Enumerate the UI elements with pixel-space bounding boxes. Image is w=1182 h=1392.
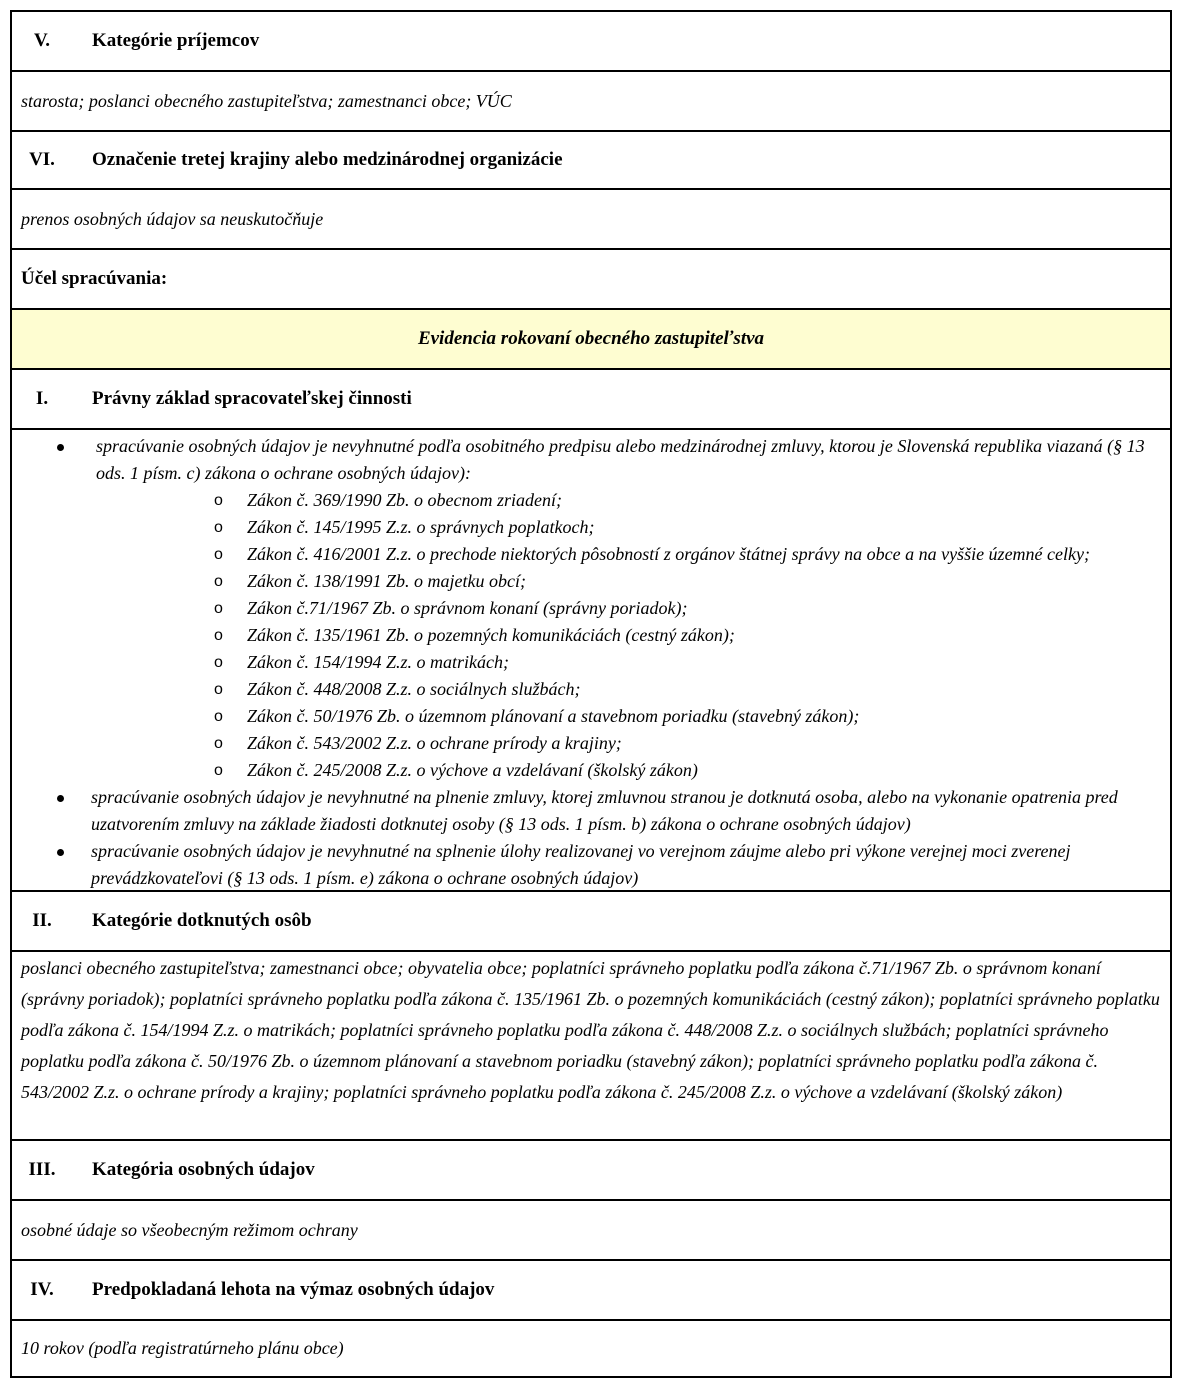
section-v-header	[12, 12, 1170, 72]
law-text: Zákon č. 369/1990 Zb. o obecnom zriadení;	[247, 490, 562, 510]
law-item	[96, 730, 1152, 757]
law-text: Zákon č. 145/1995 Z.z. o správnych poplatkoch;	[247, 517, 595, 537]
law-text: Zákon č. 50/1976 Zb. o územnom plánovaní a stavebnom poriadku (stavebný zákon);	[247, 706, 860, 726]
section-title: Kategória osobných údajov	[92, 1159, 315, 1180]
section-number: VI.	[29, 149, 55, 170]
section-number: V.	[33, 30, 51, 51]
bullet-text: spracúvanie osobných údajov je nevyhnutné na splnenie úlohy realizovanej vo verejnom záujme alebo pri výkone verejnej moci zverenej prevádzkovateľovi (§ 13 ods. 1 písm. e) zákona o ochrane osobných údajov)	[91, 841, 1071, 888]
section-title: Kategórie príjemcov	[92, 30, 260, 51]
legal-basis-list	[12, 430, 1170, 892]
law-sublist	[96, 487, 1152, 784]
bullet-icon	[57, 444, 64, 451]
section-vi-header	[12, 132, 1170, 190]
circle-bullet-icon: o	[214, 681, 223, 698]
section-v-value: starosta; poslanci obecného zastupiteľstva; zamestnanci obce; VÚC	[12, 72, 1170, 132]
list-item	[12, 784, 1170, 838]
law-item	[96, 568, 1152, 595]
section-i-header	[12, 370, 1170, 430]
section-number: III.	[28, 1159, 56, 1180]
circle-bullet-icon: o	[214, 627, 223, 644]
law-item	[96, 541, 1152, 568]
list-item	[12, 838, 1170, 892]
section-iv-header	[12, 1261, 1170, 1321]
law-item	[96, 757, 1152, 784]
circle-bullet-icon: o	[214, 762, 223, 779]
section-iii-value: osobné údaje so všeobecným režimom ochrany	[12, 1201, 1170, 1261]
law-item	[96, 595, 1152, 622]
bullet-icon	[57, 795, 64, 802]
law-text: Zákon č. 154/1994 Z.z. o matrikách;	[247, 652, 509, 672]
list-item	[12, 433, 1170, 784]
law-item	[96, 676, 1152, 703]
bullet-text: spracúvanie osobných údajov je nevyhnutné podľa osobitného predpisu alebo medzinárodnej zmluvy, ktorou je Slovenská republika viazaná (§ 13 ods. 1 písm. c) zákona o ochrane osobných údajov):	[96, 436, 1145, 483]
processing-record-table	[10, 10, 1172, 1378]
circle-bullet-icon: o	[214, 735, 223, 752]
law-item	[96, 514, 1152, 541]
purpose-label: Účel spracúvania:	[12, 250, 1170, 310]
section-title: Označenie tretej krajiny alebo medzinárodnej organizácie	[92, 149, 563, 170]
bullet-icon	[57, 849, 64, 856]
law-item	[96, 703, 1152, 730]
circle-bullet-icon: o	[214, 708, 223, 725]
law-text: Zákon č. 135/1961 Zb. o pozemných komunikáciách (cestný zákon);	[247, 625, 735, 645]
section-number: II.	[32, 910, 52, 931]
section-number: IV.	[30, 1279, 54, 1300]
section-ii-header	[12, 892, 1170, 952]
section-iv-value: 10 rokov (podľa registratúrneho plánu obce)	[21, 1338, 344, 1358]
law-text: Zákon č.71/1967 Zb. o správnom konaní (správny poriadok);	[247, 598, 688, 618]
circle-bullet-icon: o	[214, 654, 223, 671]
purpose-title: Evidencia rokovaní obecného zastupiteľstva	[12, 310, 1170, 370]
law-item	[96, 649, 1152, 676]
section-title: Právny základ spracovateľskej činnosti	[92, 388, 412, 409]
section-title: Kategórie dotknutých osôb	[92, 910, 312, 931]
law-text: Zákon č. 138/1991 Zb. o majetku obcí;	[247, 571, 526, 591]
circle-bullet-icon: o	[214, 492, 223, 509]
section-number: I.	[35, 388, 49, 409]
bullet-text: spracúvanie osobných údajov je nevyhnutné na plnenie zmluvy, ktorej zmluvnou stranou je dotknutá osoba, alebo na vykonanie opatrenia pred uzatvorením zmluvy na základe žiadosti dotknutej osoby (§ 13 ods. 1 písm. b) zákona o ochrane osobných údajov)	[91, 787, 1118, 834]
law-text: Zákon č. 245/2008 Z.z. o výchove a vzdelávaní (školský zákon)	[247, 760, 698, 780]
section-ii-value: poslanci obecného zastupiteľstva; zamestnanci obce; obyvatelia obce; poplatníci správneho poplatku podľa zákona č.71/1967 Zb. o správnom konaní (správny poriadok); poplatníci správneho poplatku podľa zákona č. 135/1961 Zb. o pozemných komunikáciách (cestný zákon); poplatníci správneho poplatku podľa zákona č. 154/1994 Z.z. o matrikách; poplatníci správneho poplatku podľa zákona č. 448/2008 Z.z. o sociálnych službách; poplatníci správneho poplatku podľa zákona č. 50/1976 Zb. o územnom plánovaní a stavebnom poriadku (stavebný zákon); poplatníci správneho poplatku podľa zákona č. 543/2002 Z.z. o ochrane prírody a krajiny; poplatníci správneho poplatku podľa zákona č. 245/2008 Z.z. o výchove a vzdelávaní (školský zákon)	[12, 952, 1170, 1141]
circle-bullet-icon: o	[214, 573, 223, 590]
law-text: Zákon č. 416/2001 Z.z. o prechode niektorých pôsobností z orgánov štátnej správy na obce a na vyššie územné celky;	[247, 544, 1090, 564]
section-title: Predpokladaná lehota na výmaz osobných údajov	[92, 1279, 495, 1300]
section-vi-value: prenos osobných údajov sa neuskutočňuje	[12, 190, 1170, 250]
section-iii-header	[12, 1141, 1170, 1201]
circle-bullet-icon: o	[214, 519, 223, 536]
law-item	[96, 487, 1152, 514]
law-item	[96, 622, 1152, 649]
law-text: Zákon č. 448/2008 Z.z. o sociálnych službách;	[247, 679, 581, 699]
law-text: Zákon č. 543/2002 Z.z. o ochrane prírody a krajiny;	[247, 733, 622, 753]
circle-bullet-icon: o	[214, 600, 223, 617]
circle-bullet-icon: o	[214, 546, 223, 563]
